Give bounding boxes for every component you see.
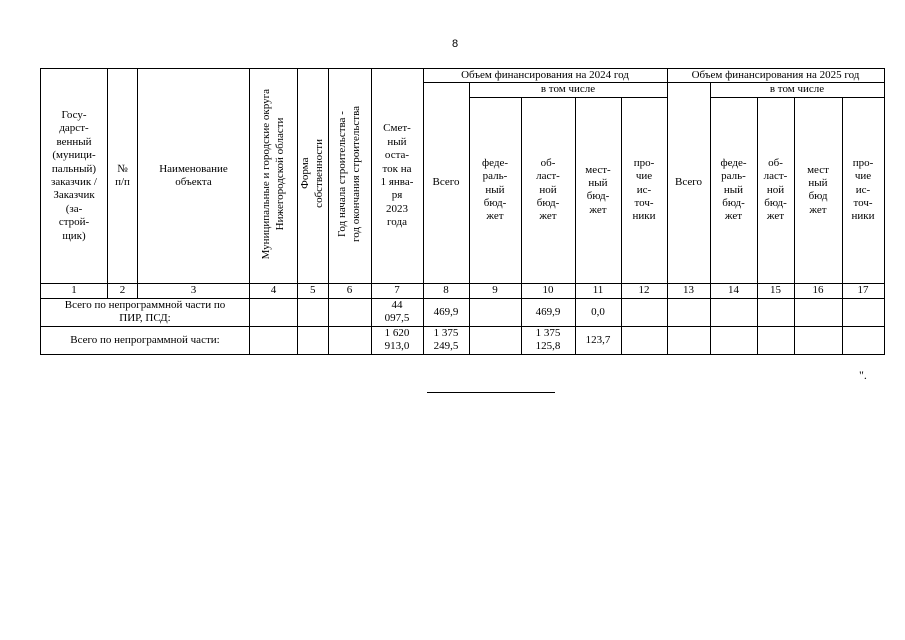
federal-2024-value bbox=[469, 326, 521, 354]
column-number: 9 bbox=[469, 283, 521, 298]
column-number: 4 bbox=[250, 283, 298, 298]
total-2024-value: 469,9 bbox=[423, 298, 469, 326]
empty-cell bbox=[710, 326, 757, 354]
column-number: 6 bbox=[328, 283, 371, 298]
empty-cell bbox=[842, 326, 884, 354]
empty-cell bbox=[842, 298, 884, 326]
empty-cell bbox=[757, 298, 794, 326]
empty-cell bbox=[794, 326, 842, 354]
header-total-2024: Всего bbox=[423, 83, 469, 283]
empty-cell bbox=[328, 298, 371, 326]
estimated-balance-value: 1 620 913,0 bbox=[371, 326, 423, 354]
header-other-2025: про- чие ис- точ- ники bbox=[842, 97, 884, 283]
column-number: 10 bbox=[521, 283, 575, 298]
header-federal-2025: феде- раль- ный бюд- жет bbox=[710, 97, 757, 283]
header-municipality-cell bbox=[250, 69, 298, 284]
header-years-cell bbox=[328, 69, 371, 284]
column-number: 11 bbox=[575, 283, 621, 298]
empty-cell bbox=[710, 298, 757, 326]
empty-cell bbox=[250, 326, 298, 354]
header-other-2024: про- чие ис- точ- ники bbox=[621, 97, 667, 283]
closing-quote-mark: ". bbox=[859, 368, 867, 382]
empty-cell bbox=[621, 326, 667, 354]
column-number: 13 bbox=[667, 283, 710, 298]
header-funding-2024: Объем финансирования на 2024 год bbox=[423, 69, 667, 83]
empty-cell bbox=[298, 298, 329, 326]
column-number: 1 bbox=[41, 283, 108, 298]
column-number: 16 bbox=[794, 283, 842, 298]
empty-cell bbox=[328, 326, 371, 354]
empty-cell bbox=[757, 326, 794, 354]
end-rule-divider bbox=[427, 392, 555, 393]
header-local-2025: мест ный бюд жет bbox=[794, 97, 842, 283]
column-number: 5 bbox=[298, 283, 329, 298]
page-number: 8 bbox=[451, 38, 459, 50]
header-number: № п/п bbox=[108, 69, 138, 284]
header-funding-2025: Объем финансирования на 2025 год bbox=[667, 69, 884, 83]
header-federal-2024: феде- раль- ный бюд- жет bbox=[469, 97, 521, 283]
local-2024-value: 123,7 bbox=[575, 326, 621, 354]
empty-cell bbox=[250, 298, 298, 326]
header-regional-2025: об- ласт- ной бюд- жет bbox=[757, 97, 794, 283]
header-regional-2024: об- ласт- ной бюд- жет bbox=[521, 97, 575, 283]
local-2024-value: 0,0 bbox=[575, 298, 621, 326]
header-total-2025: Всего bbox=[667, 83, 710, 283]
total-2024-value: 1 375 249,5 bbox=[423, 326, 469, 354]
header-municipality: Муниципальные и городские округа Нижегородской области bbox=[259, 88, 286, 259]
regional-2024-value: 469,9 bbox=[521, 298, 575, 326]
column-number: 15 bbox=[757, 283, 794, 298]
empty-cell bbox=[794, 298, 842, 326]
empty-cell bbox=[621, 298, 667, 326]
header-estimated-balance: Смет- ный оста- ток на 1 янва- ря 2023 года bbox=[371, 69, 423, 284]
federal-2024-value bbox=[469, 298, 521, 326]
empty-cell bbox=[667, 298, 710, 326]
column-number: 12 bbox=[621, 283, 667, 298]
header-customer: Госу- дарст- венный (муници- пальный) заказчик / Заказчик (за- строй- щик) bbox=[41, 69, 108, 284]
header-including-2025: в том числе bbox=[710, 83, 884, 97]
empty-cell bbox=[667, 326, 710, 354]
row-label: Всего по непрограммной части по ПИР, ПСД: bbox=[41, 298, 250, 326]
table-row bbox=[41, 298, 885, 326]
column-number: 8 bbox=[423, 283, 469, 298]
header-ownership: Форма собственности bbox=[299, 139, 325, 209]
header-object-name: Наименование объекта bbox=[138, 69, 250, 284]
row-label: Всего по непрограммной части: bbox=[41, 326, 250, 354]
header-ownership-cell bbox=[298, 69, 329, 284]
column-number: 14 bbox=[710, 283, 757, 298]
header-including-2024: в том числе bbox=[469, 83, 667, 97]
header-local-2024: мест- ный бюд- жет bbox=[575, 97, 621, 283]
column-number: 3 bbox=[138, 283, 250, 298]
table-row bbox=[41, 326, 885, 354]
funding-table bbox=[40, 68, 885, 355]
empty-cell bbox=[298, 326, 329, 354]
column-number: 17 bbox=[842, 283, 884, 298]
column-number: 7 bbox=[371, 283, 423, 298]
column-number: 2 bbox=[108, 283, 138, 298]
estimated-balance-value: 44 097,5 bbox=[371, 298, 423, 326]
header-years: Год начала строительства - год окончания строительства bbox=[335, 105, 362, 242]
regional-2024-value: 1 375 125,8 bbox=[521, 326, 575, 354]
